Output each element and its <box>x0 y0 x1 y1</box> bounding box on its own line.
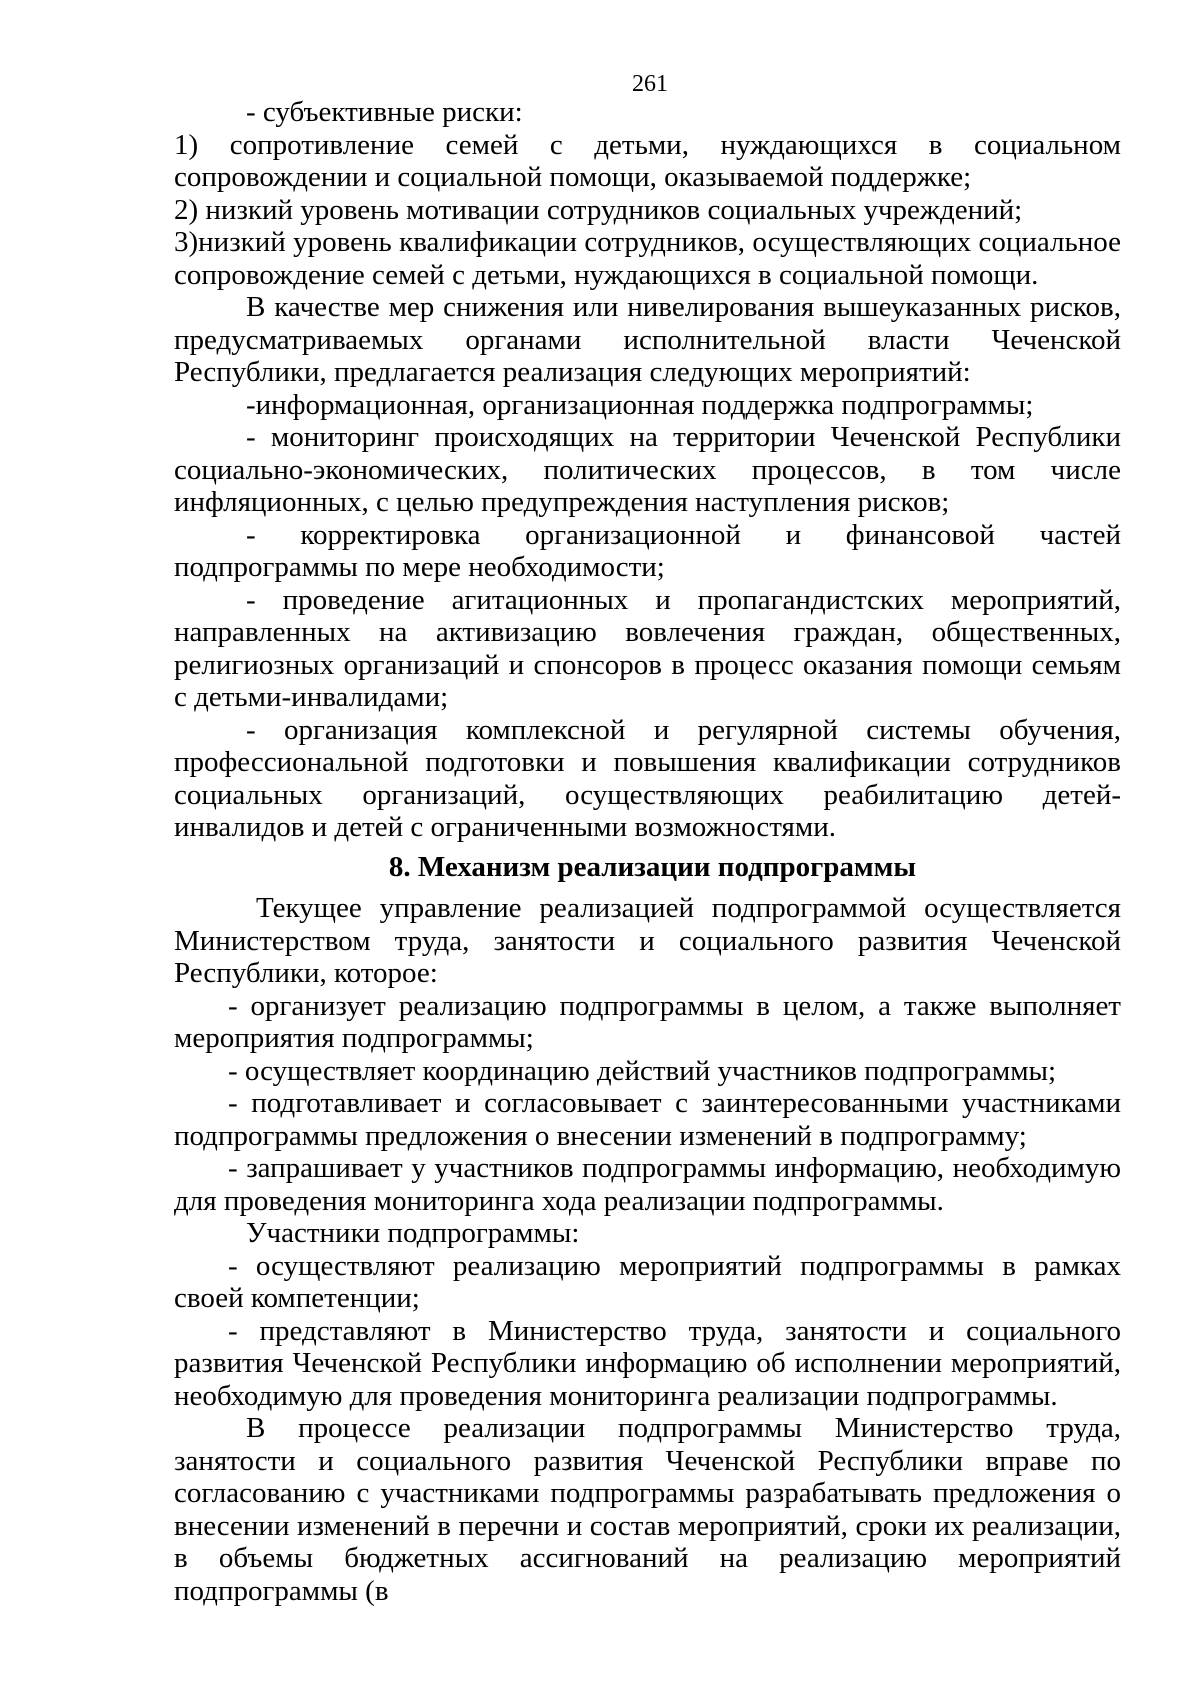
list-item-ministry-duty: - запрашивает у участников подпрограммы информацию, необходимую для проведения мониторинга хода реализации подпрограммы. <box>174 1152 1121 1217</box>
list-item-participant-duty: - представляют в Министерство труда, занятости и социального развития Чеченской Республики информацию об исполнении мероприятий, необходимую для проведения мониторинга реализации подпрограммы. <box>174 1314 1121 1412</box>
list-item-measure: - корректировка организационной и финансовой частей подпрограммы по мере необходимости; <box>174 518 1121 583</box>
paragraph-management: Текущее управление реализацией подпрограммой осуществляется Министерством труда, занятости и социального развития Чеченской Республики, которое: <box>174 892 1121 989</box>
section-heading: 8. Механизм реализации подпрограммы <box>388 850 917 883</box>
list-item-measure: -информационная, организационная поддержка подпрограммы; <box>246 388 1034 421</box>
paragraph-participants: Участники подпрограммы: <box>246 1217 580 1249</box>
list-item-measure: - организация комплексной и регулярной системы обучения, профессиональной подготовки и повышения квалификации сотрудников социальных организаций, осуществляющих реабилитацию детей-инвалидов и детей с ограниченными возможностями. <box>174 713 1121 843</box>
list-item-ministry-duty: - организует реализацию подпрограммы в целом, а также выполняет мероприятия подпрограммы; <box>174 989 1121 1054</box>
list-item-ministry-duty: - подготавливает и согласовывает с заинтересованными участниками подпрограммы предложения о внесении изменений в подпрограмму; <box>174 1087 1121 1152</box>
paragraph-measures-intro: В качестве мер снижения или нивелирования вышеуказанных рисков, предусматриваемых органами исполнительной власти Чеченской Республики, предлагается реализация следующих мероприятий: <box>174 291 1121 388</box>
paragraph-changes: В процессе реализации подпрограммы Министерство труда, занятости и социального развития Чеченской Республики вправе по согласованию с участниками подпрограммы разрабатывать предложения о внесении изменений в перечни и состав мероприятий, сроки их реализации, в объемы бюджетных ассигнований на реализацию мероприятий подпрограммы (в <box>174 1412 1121 1607</box>
page-content <box>174 96 1121 1607</box>
list-item-risk-3: 3)низкий уровень квалификации сотрудников, осуществляющих социальное сопровождение семей с детьми, нуждающихся в социальной помощи. <box>174 226 1121 291</box>
list-item-measure: - мониторинг происходящих на территории Чеченской Республики социально-экономических, политических процессов, в том числе инфляционных, с целью предупреждения наступления рисков; <box>174 421 1121 518</box>
list-item-risk-2: 2) низкий уровень мотивации сотрудников социальных учреждений; <box>174 193 1023 226</box>
paragraph-subjective-risks: - субъективные риски: <box>246 96 523 128</box>
list-item-participant-duty: - осуществляют реализацию мероприятий подпрограммы в рамках своей компетенции; <box>174 1249 1121 1314</box>
list-item-ministry-duty: - осуществляет координацию действий участников подпрограммы; <box>228 1054 1057 1087</box>
list-item-measure: - проведение агитационных и пропагандистских мероприятий, направленных на активизацию вовлечения граждан, общественных, религиозных организаций и спонсоров в процесс оказания помощи семьям с детьми-инвалидами; <box>174 583 1121 713</box>
page-number: 261 <box>632 71 668 97</box>
list-item-risk-1: 1) сопротивление семей с детьми, нуждающихся в социальном сопровождении и социальной помощи, оказываемой поддержке; <box>174 128 1121 193</box>
